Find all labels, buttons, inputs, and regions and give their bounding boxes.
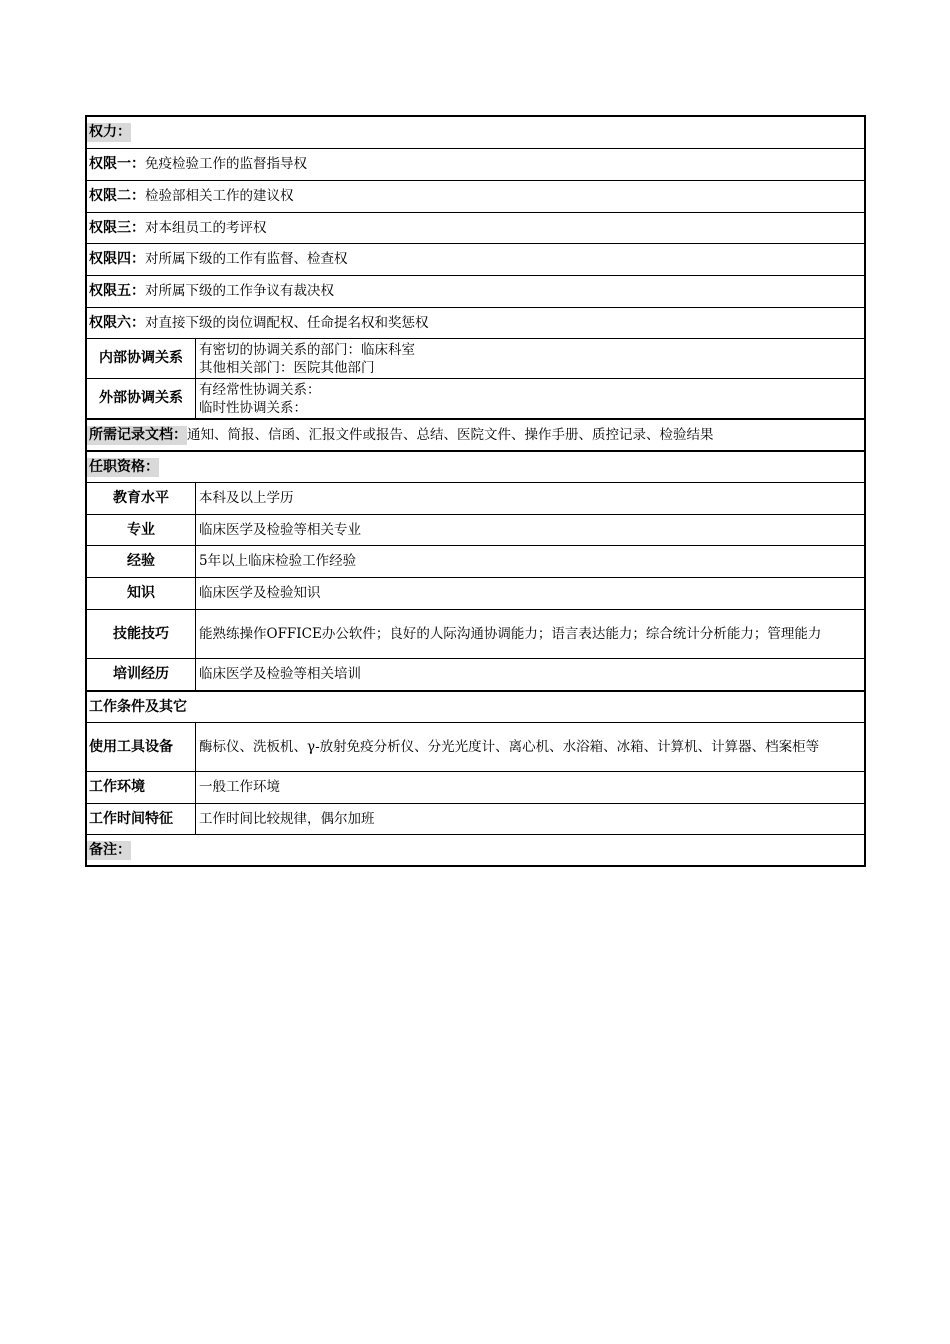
qualification-row [87,609,864,658]
qualification-text: 临床医学及检验等相关培训 [199,666,361,682]
conditions-label: 使用工具设备 [87,723,196,771]
conditions-header: 工作条件及其它 [89,698,187,715]
external-coordination-label: 外部协调关系 [87,379,196,418]
conditions-header-row [87,690,864,722]
records-text: 通知、简报、信函、汇报文件或报告、总结、医院文件、操作手册、质控记录、检验结果 [187,426,714,443]
authority-text: 对本组员工的考评权 [145,219,267,236]
qualification-header-row [87,450,864,482]
conditions-row [87,803,864,834]
qualification-text: 能熟练操作OFFICE办公软件；良好的人际沟通协调能力；语言表达能力；综合统计分析能力；管理能力 [199,626,822,642]
external-line: 临时性协调关系： [199,399,307,416]
conditions-row [87,771,864,803]
authority-label: 权限四： [89,251,145,267]
conditions-label: 工作时间特征 [87,804,196,834]
remarks-label: 备注： [89,841,131,858]
qualification-label: 经验 [87,546,196,577]
authority-label: 权限一： [89,156,145,172]
qualification-text: 本科及以上学历 [199,490,294,506]
authority-header-row [87,117,864,148]
external-coordination-text [196,381,864,417]
qualification-row [87,482,864,514]
authority-label: 权限二： [89,188,145,204]
qualification-row [87,545,864,577]
conditions-text: 一般工作环境 [199,779,280,795]
remarks-row [87,834,864,865]
qualification-text: 5年以上临床检验工作经验 [199,553,357,569]
authority-label: 权限六： [89,314,145,331]
qualification-label: 专业 [87,515,196,545]
records-label: 所需记录文档： [89,426,187,443]
authority-text: 检验部相关工作的建议权 [145,188,294,204]
authority-text: 对直接下级的岗位调配权、任命提名权和奖惩权 [145,314,429,331]
conditions-row [87,722,864,771]
internal-coordination-row [87,338,864,378]
authority-label: 权限三： [89,219,145,236]
authority-row [87,275,864,307]
qualification-label: 技能技巧 [87,610,196,658]
qualification-label: 知识 [87,578,196,609]
external-coordination-row [87,378,864,418]
authority-row [87,148,864,180]
qualification-header: 任职资格： [89,458,159,475]
authority-text: 免疫检验工作的监督指导权 [145,156,307,172]
conditions-text: 工作时间比较规律，偶尔加班 [199,810,375,827]
external-line: 有经常性协调关系： [199,381,321,398]
job-description-table [85,115,866,867]
qualification-row [87,514,864,545]
internal-line: 其他相关部门：医院其他部门 [199,359,375,376]
conditions-label: 工作环境 [87,772,196,803]
qualification-text: 临床医学及检验等相关专业 [199,521,361,538]
qualification-label: 教育水平 [87,483,196,514]
authority-row [87,243,864,275]
qualification-label: 培训经历 [87,659,196,690]
qualification-row [87,577,864,609]
internal-line: 有密切的协调关系的部门：临床科室 [199,341,415,358]
internal-coordination-text [196,341,864,377]
conditions-text: 酶标仪、洗板机、γ-放射免疫分析仪、分光光度计、离心机、水浴箱、冰箱、计算机、计算器、档案柜等 [199,739,820,755]
authority-row [87,212,864,243]
authority-row [87,307,864,338]
internal-coordination-label: 内部协调关系 [87,339,196,378]
authority-text: 对所属下级的工作争议有裁决权 [145,283,334,299]
authority-row [87,180,864,212]
authority-text: 对所属下级的工作有监督、检查权 [145,251,348,267]
authority-header: 权力： [89,124,131,140]
records-row [87,418,864,450]
qualification-row [87,658,864,690]
authority-label: 权限五： [89,283,145,299]
qualification-text: 临床医学及检验知识 [199,585,321,601]
